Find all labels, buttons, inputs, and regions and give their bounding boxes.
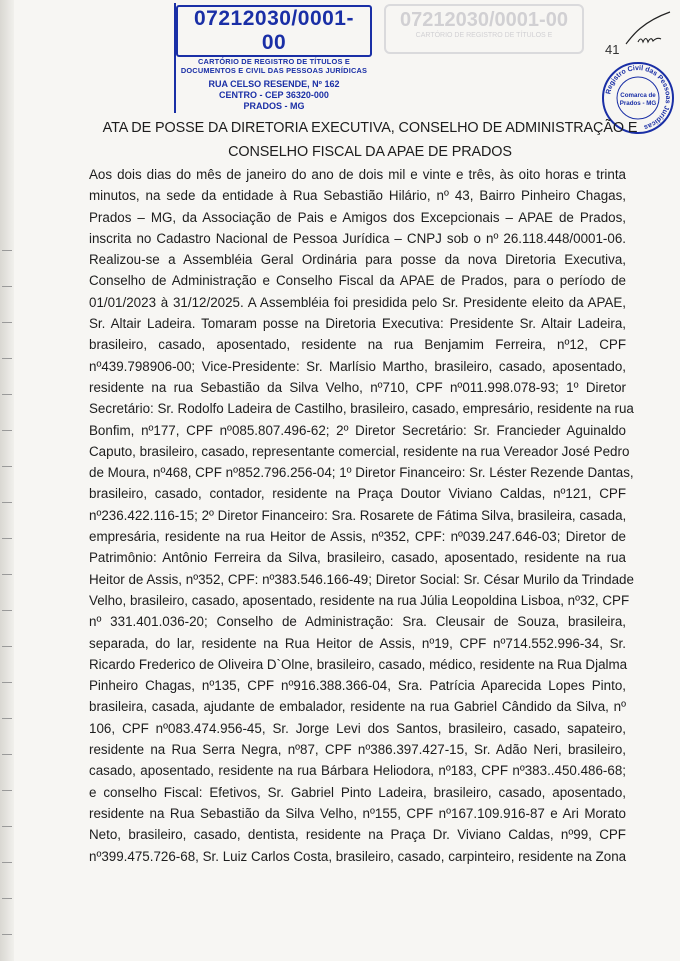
body-text-line: Conselho de Administração e Conselho Fiscal da APAE de Prados, para o período de xyxy=(89,273,626,289)
body-text-line: Aos dois dias do mês de janeiro do ano de dois mil e vinte e três, às oito horas e trinta xyxy=(89,167,626,182)
body-text-line: residente na rua Sebastião da Silva Velho, nº710, CPF nº011.998.078-93; 1º Diretor xyxy=(89,379,626,395)
stamp-registration-number: 07212030/0001-00 xyxy=(176,5,372,57)
margin-tick xyxy=(2,898,12,899)
page-edge xyxy=(0,0,14,961)
margin-tick xyxy=(2,718,12,719)
body-text-line: inscrita no Cadastro Nacional de Pessoa Jurídica – CNPJ sob o nº 26.118.448/0001-06. xyxy=(89,230,626,246)
margin-tick xyxy=(2,250,12,251)
body-text-line: e conselho Fiscal: Efetivos, Sr. Gabriel Pinto Ladeira, brasileiro, casado, aposentado, xyxy=(89,784,626,800)
stamp-address-line: CENTRO - CEP 36320-000 xyxy=(219,90,329,100)
margin-tick xyxy=(2,754,12,755)
margin-tick xyxy=(2,394,12,395)
margin-tick xyxy=(2,682,12,683)
body-text-line: Bonfim, nº177, CPF nº085.807.496-62; 2º Diretor Secretário: Sr. Francieder Aguinaldo xyxy=(89,422,626,438)
body-text-line: 106, CPF nº083.474.956-45, Sr. Jorge Levi dos Santos, brasileiro, casado, sapateiro, xyxy=(89,720,626,736)
body-text-line: Ricardo Frederico de Oliveira D`Olne, brasileiro, casado, médico, residente na Rua Djalma xyxy=(89,656,628,672)
page-number: 41 xyxy=(605,42,620,57)
faded-stamp-line: CARTÓRIO DE REGISTRO DE TÍTULOS E xyxy=(415,32,553,39)
margin-tick xyxy=(2,646,12,647)
margin-tick xyxy=(2,502,12,503)
signature-mark xyxy=(618,8,676,48)
document-body xyxy=(89,164,634,867)
body-text-line: residente na Rua Sebastião da Silva Velho, nº155, CPF nº167.109.916-87 e Ari Morato xyxy=(89,805,626,821)
body-text-line: empresária, residente na rua Heitor de Assis, nº352, CPF: nº039.247.646-03; Diretor de xyxy=(89,529,626,545)
registry-stamp xyxy=(174,3,372,113)
body-text-line: Heitor de Assis, nº352, CPF: nº383.546.166-49; Diretor Social: Sr. César Murilo da Trindade xyxy=(89,571,634,587)
faded-stamp xyxy=(384,4,584,54)
body-text-line: separada, do lar, residente na Rua Heitor de Assis, nº19, CPF nº714.552.996-34, Sr. xyxy=(89,635,626,651)
faded-stamp-number: 07212030/0001-00 xyxy=(400,9,568,31)
stamp-address-line: PRADOS - MG xyxy=(243,101,305,111)
body-text-line: nº236.422.116-15; 2º Diretor Financeiro: Sra. Rosarete de Fátima Silva, brasileira, casada, xyxy=(89,507,627,523)
margin-tick xyxy=(2,790,12,791)
body-text-line: residente na Rua Serra Negra, nº87, CPF nº386.397.427-15, Sr. Adão Neri, brasileiro, xyxy=(89,742,626,758)
margin-tick xyxy=(2,286,12,287)
body-text-line: nº399.475.726-68, Sr. Luiz Carlos Costa, brasileiro, casado, carpinteiro, residente na Zona xyxy=(89,848,627,864)
margin-tick xyxy=(2,430,12,431)
body-text-line: Realizou-se a Assembléia Geral Ordinária para posse da nova Diretoria Executiva, xyxy=(89,252,626,268)
body-text-line: Sr. Altair Ladeira. Tomaram posse na Diretoria Executiva: Presidente Sr. Altair Ladeira, xyxy=(89,316,626,332)
stamp-address-line: RUA CELSO RESENDE, Nº 162 xyxy=(208,79,340,89)
body-text-line: minutos, na sede da entidade à Rua Sebastião Hilário, nº 43, Bairro Pinheiro Chagas, xyxy=(89,188,626,204)
margin-tick xyxy=(2,862,12,863)
body-text-line: brasileiro, casado, aposentado, residente na rua Benjamim Ferreira, nº12, CPF xyxy=(89,337,626,353)
seal-ring-text: Registro Civil das Pessoas Jurídicas xyxy=(605,64,672,131)
seal-center-line: Comarca de xyxy=(620,92,656,99)
body-text-line: nº439.798906-00; Vice-Presidente: Sr. Marlísio Martho, brasileiro, casado, aposentado, xyxy=(89,358,626,374)
margin-tick xyxy=(2,610,12,611)
stamp-office-line: CARTÓRIO DE REGISTRO DE TÍTULOS E xyxy=(198,57,350,66)
body-text-line: casado, aposentado, residente na rua Bárbara Heliodora, nº183, CPF nº383..450.486-68; xyxy=(89,763,626,779)
margin-tick xyxy=(2,574,12,575)
body-text-line: Patrimônio: Antônio Ferreira da Silva, brasileiro, casado, aposentado, residente na rua xyxy=(89,550,626,566)
margin-tick xyxy=(2,466,12,467)
margin-tick xyxy=(2,826,12,827)
seal-center-line: Prados - MG xyxy=(619,100,657,107)
body-text-line: brasileiro, casado, contador, residente na Praça Doutor Viviano Caldas, nº121, CPF xyxy=(89,486,626,502)
body-text-line: Secretário: Sr. Rodolfo Ladeira de Castilho, brasileiro, casado, empresário, residente na rua xyxy=(89,401,634,417)
title-line: CONSELHO FISCAL DA APAE DE PRADOS xyxy=(228,144,512,160)
body-text-line: Velho, brasileiro, casado, aposentado, residente na rua Júlia Leopoldina Lisboa, nº32, CPF xyxy=(89,592,630,608)
title-line: ATA DE POSSE DA DIRETORIA EXECUTIVA, CONSELHO DE ADMINISTRAÇÃO E xyxy=(102,120,638,136)
margin-tick xyxy=(2,358,12,359)
body-text-line: brasileira, casada, ajudante de embalador, residente na rua Gabriel Cândido da Silva, nº xyxy=(89,699,626,715)
body-text-line: Neto, brasileiro, casado, dentista, residente na Praça Dr. Viviano Caldas, nº99, CPF xyxy=(89,827,626,843)
body-text-line: de Moura, nº468, CPF nº852.796.256-04; 1º Diretor Financeiro: Sr. Léster Rezende Dantas, xyxy=(89,465,634,481)
body-text-line: 01/01/2023 à 31/12/2025. A Assembléia foi presidida pelo Sr. Presidente eleito da APAE, xyxy=(89,294,626,310)
body-text-line: Prados – MG, da Associação de Pais e Amigos dos Excepcionais – APAE de Prados, xyxy=(89,209,626,225)
margin-tick xyxy=(2,322,12,323)
margin-tick xyxy=(2,934,12,935)
margin-tick xyxy=(2,538,12,539)
stamp-office-line: DOCUMENTOS E CIVIL DAS PESSOAS JURÍDICAS xyxy=(180,66,368,75)
document-title xyxy=(90,116,650,164)
body-text-line: Caputo, brasileiro, casado, representante comercial, residente na rua Vereador José Pedro xyxy=(89,443,630,459)
body-text-line: Pinheiro Chagas, nº135, CPF nº916.388.366-04, Sra. Patrícia Aparecida Lopes Pinto, xyxy=(89,678,626,694)
body-text-line: nº 331.401.036-20; Conselho de Administração: Sra. Cleusair de Souza, brasileira, xyxy=(89,614,626,630)
